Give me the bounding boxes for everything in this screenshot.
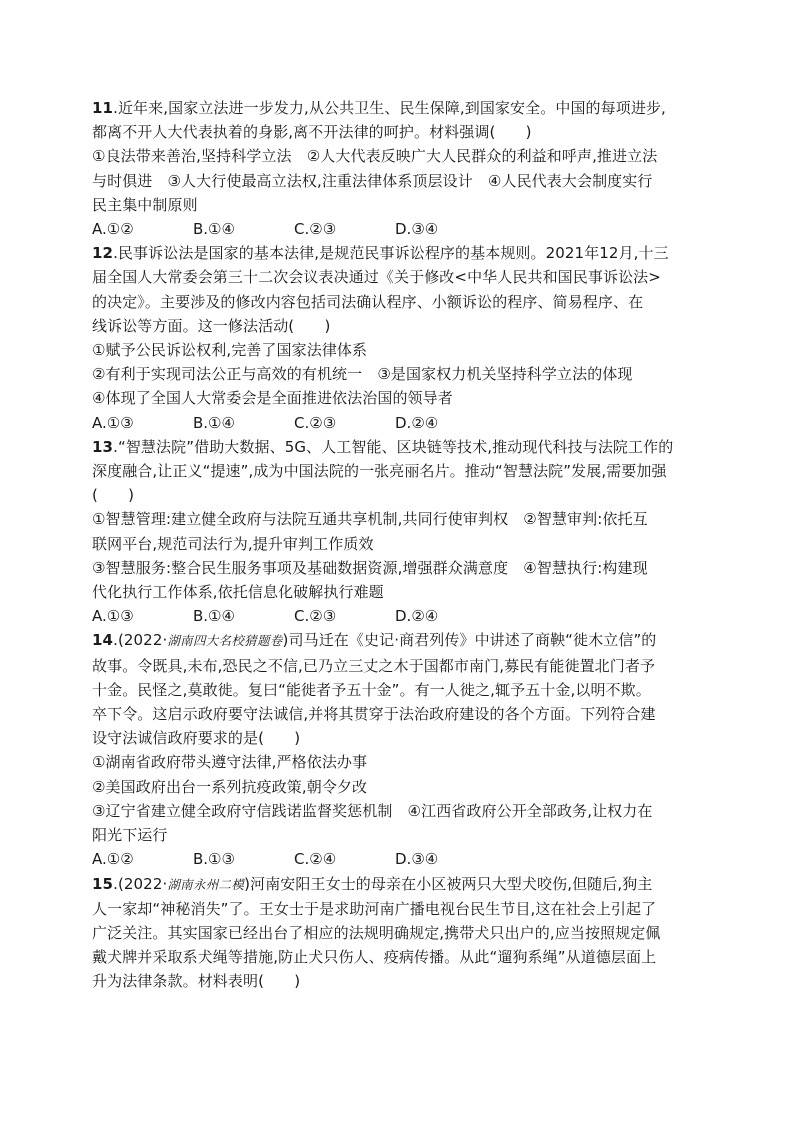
option-c[interactable]: C.②③ (294, 607, 337, 626)
question-11-line-4: 与时俱进 ③人大行使最高立法权,注重法律体系顶层设计 ④人民代表大会制度实行 (92, 171, 653, 190)
question-14-line-4: 卒下令。这启示政府要守法诚信,并将其贯穿于法治政府建设的各个方面。下列符合建 (92, 705, 656, 724)
source-prefix: .(2022· (113, 874, 168, 893)
question-14-line-8: ③辽宁省建立健全政府守信践诺监督奖惩机制 ④江西省政府公开全部政务,让权力在 (92, 801, 653, 820)
option-d[interactable]: D.②④ (395, 413, 439, 432)
question-sheet (92, 96, 704, 994)
question-12-line-4: 线诉讼等方面。这一修法活动( ) (92, 316, 331, 335)
question-text: .“智慧法院”借助大数据、5G、人工智能、区块链等技术,推动现代科技与法院工作的 (113, 437, 674, 456)
option-a[interactable]: A.①② (92, 850, 134, 869)
question-14-line-7: ②美国政府出台一系列抗疫政策,朝令夕改 (92, 777, 368, 796)
question-13 (92, 435, 704, 629)
question-14-options (92, 847, 704, 871)
question-15-line-3: 广泛关注。其实国家已经出台了相应的法规明确规定,携带犬只出户的,应当按照规定佩 (92, 923, 661, 942)
question-11-line-1 (92, 96, 704, 120)
source-label: 湖南永州二模 (167, 876, 245, 892)
source-prefix: .(2022· (113, 631, 168, 650)
question-13-line-6: ③智慧服务:整合民生服务事项及基础数据资源,增强群众满意度 ④智慧执行:构建现 (92, 558, 648, 577)
question-15-line-5: 升为法律条款。材料表明( ) (92, 972, 301, 991)
question-13-options (92, 604, 704, 628)
question-14-line-9: 阳光下运行 (92, 826, 168, 845)
option-c[interactable]: C.②④ (294, 850, 337, 869)
option-b[interactable]: B.①③ (193, 850, 235, 869)
question-12-line-6: ②有利于实现司法公正与高效的有机统一 ③是国家权力机关坚持科学立法的体现 (92, 365, 633, 384)
question-11-line-5: 民主集中制原则 (92, 195, 198, 214)
question-13-line-2: 深度融合,让正义“提速”,成为中国法院的一张亮丽名片。推动“智慧法院”发展,需要加强 (92, 462, 667, 481)
question-11 (92, 96, 704, 241)
question-11-line-2: 都离不开人大代表执着的身影,离不开法律的呵护。材料强调( ) (92, 123, 532, 142)
option-c[interactable]: C.②③ (294, 220, 337, 239)
question-12-line-7: ④体现了全国人大常委会是全面推进依法治国的领导者 (92, 389, 453, 408)
option-b[interactable]: B.①④ (193, 607, 235, 626)
question-14 (92, 628, 704, 871)
question-13-line-3: ( ) (92, 486, 135, 505)
option-d[interactable]: D.②④ (395, 607, 439, 626)
question-12 (92, 241, 704, 435)
question-text: .近年来,国家立法进一步发力,从公共卫生、民生保障,到国家安全。中国的每项进步, (113, 99, 666, 117)
option-a[interactable]: A.①③ (92, 607, 134, 626)
question-14-line-1 (92, 628, 704, 653)
question-15-line-2: 人一家却“神秘消失”了。王女士于是求助河南广播电视台民生节目,这在社会上引起了 (92, 899, 657, 918)
question-14-line-2: 故事。令既具,未布,恐民之不信,已乃立三丈之木于国都市南门,募民有能徙置北门者予 (92, 656, 656, 675)
question-15-line-4: 戴犬牌并采取系犬绳等措施,防止犬只伤人、疫病传播。从此“遛狗系绳”从道德层面上 (92, 948, 657, 967)
question-12-line-1 (92, 241, 704, 265)
source-label: 湖南四大名校猜题卷 (167, 633, 283, 649)
option-d[interactable]: D.③④ (395, 220, 439, 239)
option-b[interactable]: B.①④ (193, 413, 235, 432)
question-11-line-3: ①良法带来善治,坚持科学立法 ②人大代表反映广大人民群众的利益和呼声,推进立法 (92, 147, 658, 166)
question-number: 14 (92, 631, 114, 650)
question-number: 12 (92, 244, 114, 263)
question-text: )司马迁在《史记·商君列传》中讲述了商鞅“徙木立信”的 (282, 631, 657, 650)
question-15-line-1 (92, 872, 704, 897)
question-text: .民事诉讼法是国家的基本法律,是规范民事诉讼程序的基本规则。2021年12月,十三 (113, 244, 669, 263)
question-number: 15 (92, 874, 114, 893)
question-12-line-5: ①赋予公民诉讼权利,完善了国家法律体系 (92, 341, 368, 360)
option-d[interactable]: D.③④ (395, 850, 439, 869)
question-14-line-3: 十金。民怪之,莫敢徙。复曰“能徙者予五十金”。有一人徙之,辄予五十金,以明不欺。 (92, 680, 651, 699)
option-a[interactable]: A.①③ (92, 413, 134, 432)
option-b[interactable]: B.①④ (193, 220, 235, 239)
question-13-line-5: 联网平台,规范司法行为,提升审判工作质效 (92, 534, 374, 553)
question-11-options (92, 217, 704, 241)
question-13-line-7: 代化执行工作体系,依托信息化破解执行难题 (92, 583, 384, 602)
option-c[interactable]: C.②③ (294, 413, 337, 432)
question-13-line-1 (92, 435, 704, 459)
question-12-line-2: 届全国人大常委会第三十二次会议表决通过《关于修改<中华人民共和国民事诉讼法> (92, 268, 661, 287)
question-text: )河南安阳王女士的母亲在小区被两只大型犬咬伤,但随后,狗主 (244, 874, 653, 893)
question-number: 13 (92, 437, 114, 456)
question-12-line-3: 的决定》。主要涉及的修改内容包括司法确认程序、小额诉讼的程序、简易程序、在 (92, 292, 644, 311)
option-a[interactable]: A.①② (92, 220, 134, 239)
question-number: 11 (92, 99, 114, 117)
question-14-line-6: ①湖南省政府带头遵守法律,严格依法办事 (92, 753, 368, 772)
question-14-line-5: 设守法诚信政府要求的是( ) (92, 729, 301, 748)
question-15 (92, 872, 704, 994)
question-13-line-4: ①智慧管理:建立健全政府与法院互通共享机制,共同行使审判权 ②智慧审判:依托互 (92, 510, 648, 529)
question-12-options (92, 411, 704, 435)
